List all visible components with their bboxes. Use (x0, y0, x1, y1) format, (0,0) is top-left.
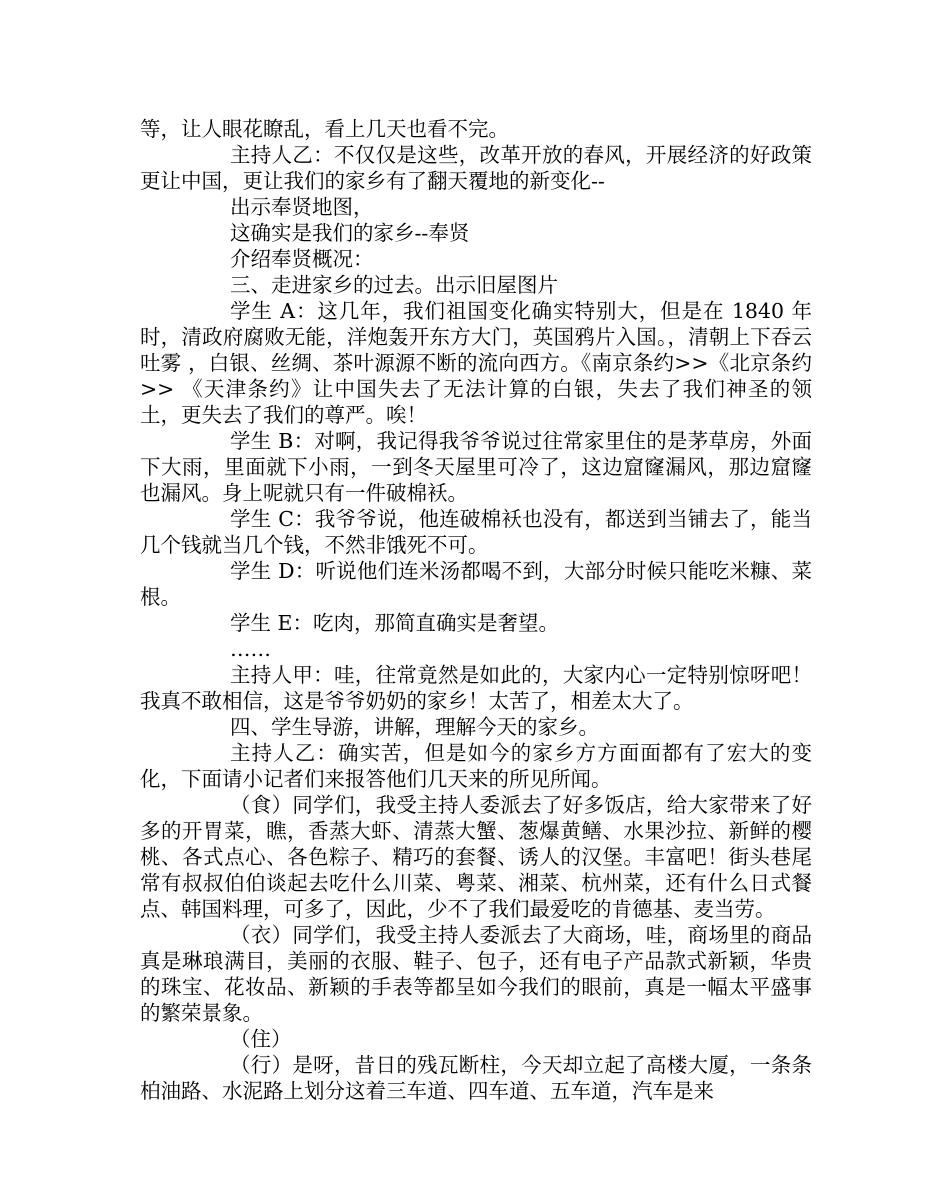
paragraph-5: 介绍奉贤概况： (230, 247, 374, 271)
section-heading-3: 三、走进家乡的过去。出示旧屋图片 (230, 273, 558, 297)
section-heading-4: 四、学生导游，讲解，理解今天的家乡。 (230, 715, 599, 739)
paragraph-3: 出示奉贤地图， (230, 195, 374, 219)
paragraph-host-a: 主持人甲：哇，往常竟然是如此的，大家内心一定特别惊呀吧！我真不敢相信，这是爷爷奶奶的家乡！太苦了，相差太大了。 (140, 663, 812, 713)
paragraph-student-d: 学生 D：听说他们连米汤都喝不到，大部分时候只能吃米糠、菜根。 (140, 559, 812, 609)
document-body (140, 116, 812, 1104)
ellipsis-line: …… (230, 637, 271, 661)
paragraph-4: 这确实是我们的家乡--奉贤 (230, 221, 470, 245)
paragraph-transport: （行）是呀，昔日的残瓦断柱，今天却立起了高楼大厦，一条条柏油路、水泥路上划分这着三车道、四车道、五车道，汽车是来 (140, 1053, 812, 1103)
paragraph-housing: （住） (230, 1027, 292, 1051)
paragraph-student-c: 学生 C：我爷爷说，他连破棉袄也没有，都送到当铺去了，能当几个钱就当几个钱，不然非饿死不可。 (140, 507, 812, 557)
paragraph-2: 主持人乙：不仅仅是这些，改革开放的春风，开展经济的好政策更让中国，更让我们的家乡有了翻天覆地的新变化-- (140, 143, 812, 193)
paragraph-food: （食）同学们，我受主持人委派去了好多饭店，给大家带来了好多的开胃菜，瞧，香蒸大虾、清蒸大蟹、葱爆黄鳝、水果沙拉、新鲜的樱桃、各式点心、各色粽子、精巧的套餐、诱人的汉堡。丰富吧！街头巷尾常有叔叔伯伯谈起去吃什么川菜、粤菜、湘菜、杭州菜，还有什么日式餐点、韩国料理，可多了，因此，少不了我们最爱吃的肯德基、麦当劳。 (140, 793, 812, 921)
paragraph-student-a: 学生 A：这几年，我们祖国变化确实特别大，但是在 1840 年时，清政府腐败无能，洋炮轰开东方大门，英国鸦片入国。，清朝上下吞云吐雾 ，白银、丝绸、茶叶源源不断的流向西方。《南京条约>>《北京条约>> 《天津条约》让中国失去了无法计算的白银，失去了我们神圣的领土，更失去了我们的尊严。唉！ (140, 299, 812, 427)
paragraph-clothing: （衣）同学们，我受主持人委派去了大商场，哇，商场里的商品真是琳琅满目，美丽的衣服、鞋子、包子，还有电子产品款式新颖，华贵的珠宝、花妆品、新颖的手表等都呈如今我们的眼前，真是一幅太平盛事的繁荣景象。 (140, 923, 812, 1025)
paragraph-1: 等，让人眼花瞭乱，看上几天也看不完。 (140, 117, 509, 141)
paragraph-student-b: 学生 B：对啊，我记得我爷爷说过往常家里住的是茅草房，外面下大雨，里面就下小雨，一到冬天屋里可冷了，这边窟窿漏风，那边窟窿也漏风。身上呢就只有一件破棉袄。 (140, 429, 812, 505)
paragraph-host-b: 主持人乙：确实苦，但是如今的家乡方方面面都有了宏大的变化，下面请小记者们来报答他们几天来的所见所闻。 (140, 741, 812, 791)
paragraph-student-e: 学生 E：吃肉，那简直确实是奢望。 (230, 611, 559, 635)
